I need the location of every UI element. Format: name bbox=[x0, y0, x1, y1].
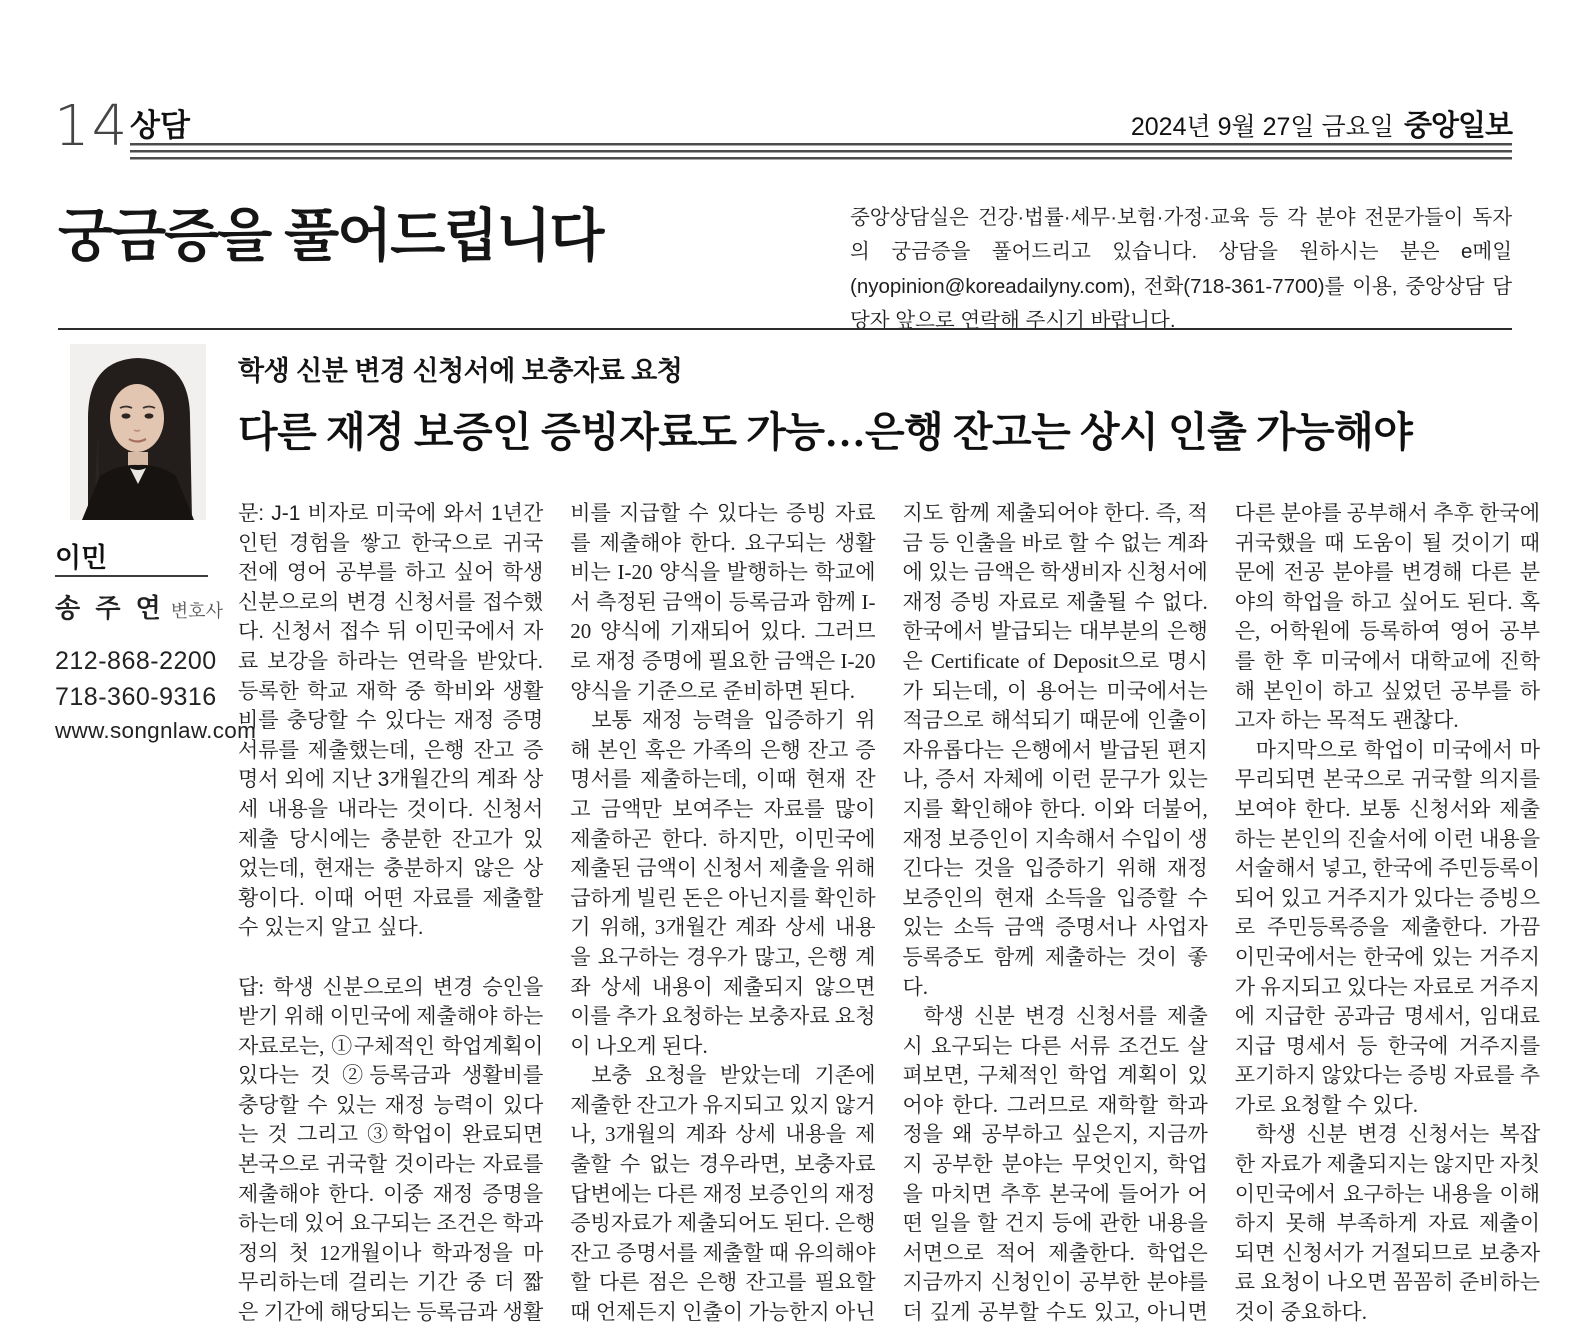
section-rule bbox=[130, 143, 1512, 160]
section-label: 상담 bbox=[130, 108, 190, 143]
article-kicker: 학생 신분 변경 신청서에 보충자료 요청 bbox=[238, 356, 683, 386]
answer-paragraph: 답: 학생 신분으로의 변경 승인을 받기 위해 이민국에 제출해야 하는 자료로는, ①구체적인 학업계획이 있다는 것 ②등록금과 생활비를 충당할 수 있는 재정 능력이 있다는 것 그리고 ③학업이 완료되면 본국으로 귀국할 것이라는 자료를 제출해야 한다. 이중 재정 증명을 하는데 있어 요구되는 조건은 학과정의 첫 12개월이나 학과정을 마무리하는데 걸리는 기간 중 더 짧은 기간에 해당되는 등록금과 생활비를 지급할 수 있다는 증빙 자료를 제출해야 한다. 요구되는 생활비는 I-20 양식을 발행하는 학교에서 측정된 금액이 등록금과 함께 I-20 양식에 기재되어 있다. 그러므로 재정 증명에 필요한 금액은 I-20 양식을 기준으로 준비하면 된다. bbox=[238, 501, 876, 1325]
answer-paragraph: 보통 재정 능력을 입증하기 위해 본인 혹은 가족의 은행 잔고 증명서를 제출하는데, 이때 현재 잔고 금액만 보여주는 자료를 많이 제출하곤 한다. 하지만, 이민국에 제출된 금액이 신청서 제출을 위해 급하게 빌린 돈은 아닌지를 확인하기 위해, 3개월간 계좌 상세 내용을 요구하는 경우가 많고, 은행 계좌 상세 내용이 제출되지 않으면 이를 추가 요청하는 보충자료 요청이 나오게 된다. bbox=[570, 708, 876, 1058]
question-paragraph: 문: J-1 비자로 미국에 와서 1년간 인턴 경험을 쌓고 한국으로 귀국 전에 영어 공부를 하고 싶어 학생 신분으로의 변경 신청서를 접수했다. 신청서 접수 뒤 이민국에서 자료 보강을 하라는 연락을 받았다. 등록한 학교 재학 중 학비와 생활비를 충당할 수 있다는 재정 증명 서류를 제출했는데, 은행 잔고 증명서 외에 지난 3개월간의 계좌 상세 내용을 내라는 것이다. 신청서 제출 당시에는 충분한 잔고가 있었는데, 현재는 충분하지 않은 상황이다. 이때 어떤 자료를 제출할 수 있는지 알고 싶다. bbox=[238, 502, 544, 940]
expert-name-row bbox=[55, 588, 223, 625]
expert-underline bbox=[55, 575, 208, 577]
horizontal-divider bbox=[58, 328, 1512, 330]
page-number: 14 bbox=[54, 94, 130, 159]
answer-paragraph: 마지막으로 학업이 미국에서 마무리되면 본국으로 귀국할 의지를 보여야 한다. 보통 신청서와 제출하는 본인의 진술서에 이런 내용을 서술해서 넣고, 한국에 주민등록이 되어 있고 거주지가 있다는 증빙으로 주민등록증을 제출한다. 가끔 이민국에서는 한국에 있는 거주지가 유지되고 있다는 자료로 거주지에 지급한 공과금 명세서, 임대료 지급 명세서 등 한국에 거주지를 포기하지 않았다는 증빙 자료를 추가로 요청할 수 있다. bbox=[1234, 737, 1540, 1117]
expert-contact bbox=[55, 644, 256, 747]
section-headline: 궁금증을 풀어드립니다 bbox=[58, 204, 603, 268]
columnist-photo bbox=[70, 344, 206, 520]
expert-name: 송 주 연 bbox=[55, 593, 165, 623]
article-body bbox=[238, 499, 1540, 1332]
expert-job-title: 변호사 bbox=[170, 601, 223, 621]
issue-date: 2024년 9월 27일 금요일 bbox=[1130, 113, 1394, 141]
expert-phone-1: 212-868-2200 bbox=[55, 647, 217, 675]
expert-website: www.songnlaw.com bbox=[55, 718, 257, 743]
answer-paragraph: 보충 요청을 받았는데 기존에 제출한 잔고가 유지되고 있지 않거나, 3개월의 계좌 상세 내용을 제출할 수 없는 경우라면, 보충자료 답변에는 다른 재정 보증인의 재정 증빙자료가 제출되어도 된다. 은행 잔고 증명서를 제출할 때 유의해야 할 다른 점은 은행 잔고를 필요할 때 언제든지 인출이 가능한지 아닌지도 함께 제출되어야 한다. 즉, 적금 등 인출을 바로 할 수 없는 계좌에 있는 금액은 학생비자 신청서에 재정 증빙 자료로 제출될 수 없다. 한국에서 발급되는 대부분의 은행은 Certificate of Deposit으로 명시가 되는데, 이 용어는 미국에서는 적금으로 해석되기 때문에 인출이 자유롭다는 은행에서 발급된 편지나, 증서 자체에 이런 문구가 있는지를 확인해야 한다. 이와 더불어, 재정 보증인이 지속해서 수입이 생긴다는 것을 입증하기 위해 재정 보증인의 현재 소득을 입증할 수 있는 소득 금액 증명서나 사업자 등록증도 함께 제출하는 것이 좋다. bbox=[570, 501, 1208, 1325]
section-intro: 중앙상담실은 건강·법률·세무·보험·가정·교육 등 각 분야 전문가들이 독자의 궁금증을 풀어드리고 있습니다. 상담을 원하시는 분은 e메일(nyopinion@koreadailyny.com), 전화(718-361-7700)를 이용, 중앙상담 담당자 앞으로 연락해 주시기 바랍니다. bbox=[850, 206, 1512, 333]
article-title: 다른 재정 보증인 증빙자료도 가능…은행 잔고는 상시 인출 가능해야 bbox=[238, 409, 1413, 455]
answer-paragraph: 학생 신분 변경 신청서는 복잡한 자료가 제출되지는 않지만 자칫 이민국에서 요구하는 내용을 이해하지 못해 부족하게 자료 제출이 되면 신청서가 거절되므로 보충자료 요청이 나오면 꼼꼼히 준비하는 것이 중요하다. bbox=[1234, 1122, 1540, 1325]
date-line bbox=[1131, 103, 1512, 144]
expert-phone-2: 718-360-9316 bbox=[55, 682, 217, 711]
portrait-illustration bbox=[70, 344, 206, 520]
masthead-logo: 중앙일보 bbox=[1403, 110, 1512, 142]
expert-category: 이민 bbox=[55, 543, 108, 573]
answer-paragraph: 학생 신분 변경 신청서를 제출 시 요구되는 다른 서류 조건도 살펴보면, 구체적인 학업 계획이 있어야 한다. 그러므로 재학할 학과정을 왜 공부하고 싶은지, 지금까지 공부한 분야는 무엇인지, 학업을 마치면 추후 본국에 들어가 어떤 일을 할 건지 등에 관한 내용을 서면으로 적어 제출한다. 학업은 지금까지 신청인이 공부한 분야를 더 깊게 공부할 수도 있고, 아니면 다른 분야를 공부해서 추후 한국에 귀국했을 때 도움이 될 것이기 때문에 전공 분야를 변경해 다른 분야의 학업을 하고 싶어도 된다. 혹은, 어학원에 등록하여 영어 공부를 한 후 미국에서 대학교에 진학해 본인이 하고 싶었던 공부를 하고자 하는 목적도 괜찮다. bbox=[902, 501, 1540, 1325]
